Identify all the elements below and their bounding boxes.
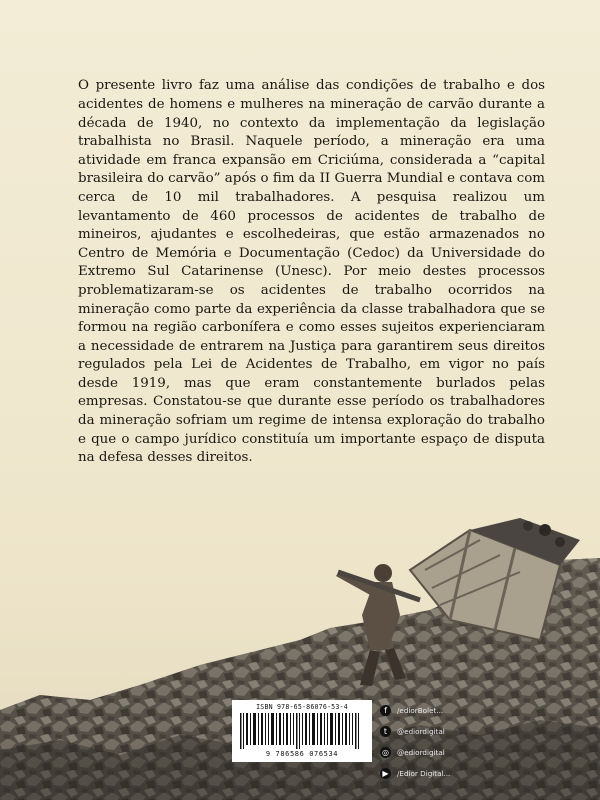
isbn-barcode [232, 700, 372, 762]
social-handle: @ediordigital [397, 748, 445, 757]
social-handle: @ediordigital [397, 727, 445, 736]
social-item-twitter[interactable] [380, 721, 500, 742]
instagram-icon: ◎ [380, 747, 391, 758]
social-links [380, 700, 500, 784]
isbn-label: ISBN 978-65-86076-53-4 [256, 703, 348, 711]
social-handle: /Edior Digital... [397, 769, 451, 778]
facebook-icon: f [380, 705, 391, 716]
social-item-youtube[interactable] [380, 763, 500, 784]
twitter-icon: t [380, 726, 391, 737]
synopsis-text: O presente livro faz uma análise das condições de trabalho e dos acidentes de homens e mulheres na mineração de carvão durante a década de 1940, no contexto da implementação da legislação trabalhista no Brasil. Naquele período, a mineração era uma atividade em franca expansão em Criciúma, considerada a “capital brasileira do carvão” após o fim da II Guerra Mundial e contava com cerca de 10 mil trabalhadores. A pesquisa realizou um levantamento de 460 processos de acidentes de trabalho de mineiros, ajudantes e escolhedeiras, que estão armazenados no Centro de Memória e Documentação (Cedoc) da Universidade do Extremo Sul Catarinense (Unesc). Por meio destes processos problematizaram-se os acidentes de trabalho ocorridos na mineração como parte da experiência da classe trabalhadora que se formou na região carbonífera e como esses sujeitos experienciaram a necessidade de entrarem na Justiça para garantirem seus direitos regulados pela Lei de Acidentes de Trabalho, em vigor no país desde 1919, mas que eram constantemente burlados pelas empresas. Constatou-se que durante esse período os trabalhadores da mineração sofriam um regime de intensa exploração do trabalho e que o campo jurídico constituía um importante espaço de disputa na defesa desses direitos. [78, 78, 545, 466]
barcode-bars [240, 713, 364, 749]
youtube-icon: ▶ [380, 768, 391, 779]
social-item-facebook[interactable] [380, 700, 500, 721]
social-handle: /ediorBolet... [397, 706, 444, 715]
barcode-number: 9 786586 076534 [265, 750, 339, 758]
social-item-instagram[interactable] [380, 742, 500, 763]
